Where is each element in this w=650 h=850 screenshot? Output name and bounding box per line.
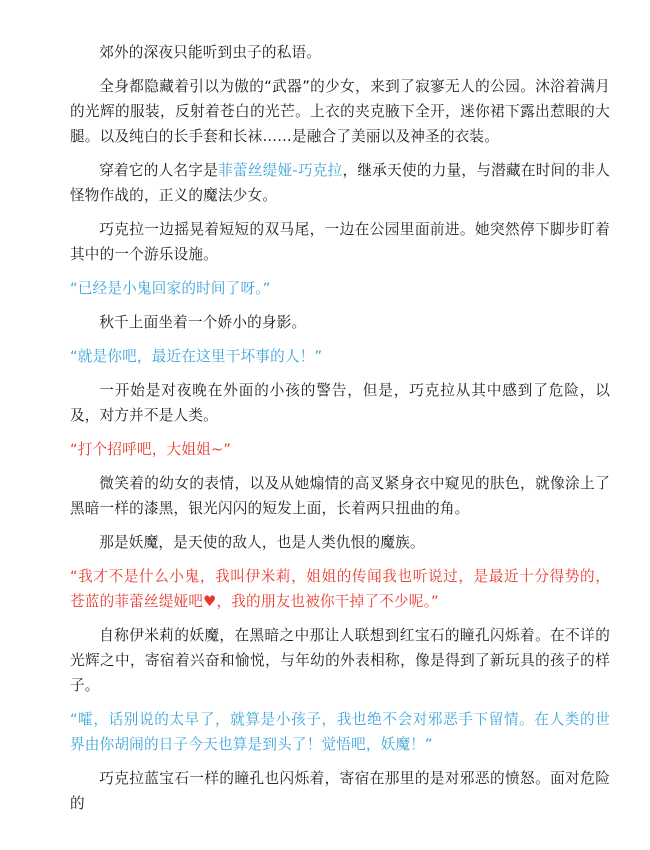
dialogue-chocola: “已经是小鬼回家的时间了呀。”	[70, 280, 271, 297]
dialogue-chocola: “嚯，话别说的太早了，就算是小孩子，我也绝不会对邪恶手下留情。在人类的世界由你胡闹的日子今天也算是到头了！觉悟吧，妖魔！”	[70, 711, 610, 753]
dialogue-text: ，我的朋友也被你干掉了不少呢。”	[216, 593, 439, 610]
narration-paragraph: 那是妖魔，是天使的敌人，也是人类仇恨的魔族。	[99, 534, 425, 551]
dialogue-emily: “打个招呼吧，大姐姐~”	[70, 441, 232, 458]
narration-paragraph: 秋千上面坐着一个娇小的身影。	[99, 314, 307, 331]
dialogue-emily	[70, 564, 610, 614]
narration-paragraph: 巧克拉一边摇晃着短短的双马尾，一边在公园里面前进。她突然停下脚步盯着其中的一个游乐设施。	[70, 221, 610, 263]
novel-page	[70, 40, 610, 825]
narration-paragraph	[70, 158, 610, 208]
narration-paragraph: 微笑着的幼女的表情，以及从她煽情的高叉紧身衣中窥见的肤色，就像涂上了黑暗一样的漆黑，银光闪闪的短发上面，长着两只扭曲的角。	[70, 475, 610, 517]
narration-paragraph: 郊外的深夜只能听到虫子的私语。	[99, 44, 322, 61]
heart-icon: ♥	[203, 593, 217, 610]
narration-paragraph: 全身都隐藏着引以为傲的“武器”的少女，来到了寂寥无人的公园。沐浴着满月的光辉的服装，反射着苍白的光芒。上衣的夹克腋下全开，迷你裙下露出惹眼的大腿。以及纯白的长手套和长袜……是融合了美丽以及神圣的衣装。	[70, 78, 610, 145]
narration-paragraph: 巧克拉蓝宝石一样的瞳孔也闪烁着，寄宿在那里的是对邪恶的愤怒。面对危险的	[70, 770, 610, 812]
narration-text: 穿着它的人名字是	[99, 162, 219, 179]
character-name: 菲蕾丝缇娅-巧克拉	[218, 162, 343, 179]
narration-paragraph: 自称伊米莉的妖魔，在黑暗之中那让人联想到红宝石的瞳孔闪烁着。在不详的光辉之中，寄宿着兴奋和愉悦，与年幼的外表相称，像是得到了新玩具的孩子的样子。	[70, 627, 610, 694]
narration-paragraph: 一开始是对夜晚在外面的小孩的警告，但是，巧克拉从其中感到了危险，以及，对方并不是人类。	[70, 382, 610, 424]
dialogue-text: “我才不是什么小鬼，我叫伊米莉，姐姐的传闻我也听说过，是最近十分得势的，苍蓝的菲蕾丝缇娅吧	[70, 568, 610, 610]
dialogue-chocola: “就是你吧，最近在这里干坏事的人！”	[70, 348, 323, 365]
narration-text: ，继承天使的力量，与潜藏在时间的非人怪物作战的，正义的魔法少女。	[70, 162, 610, 204]
